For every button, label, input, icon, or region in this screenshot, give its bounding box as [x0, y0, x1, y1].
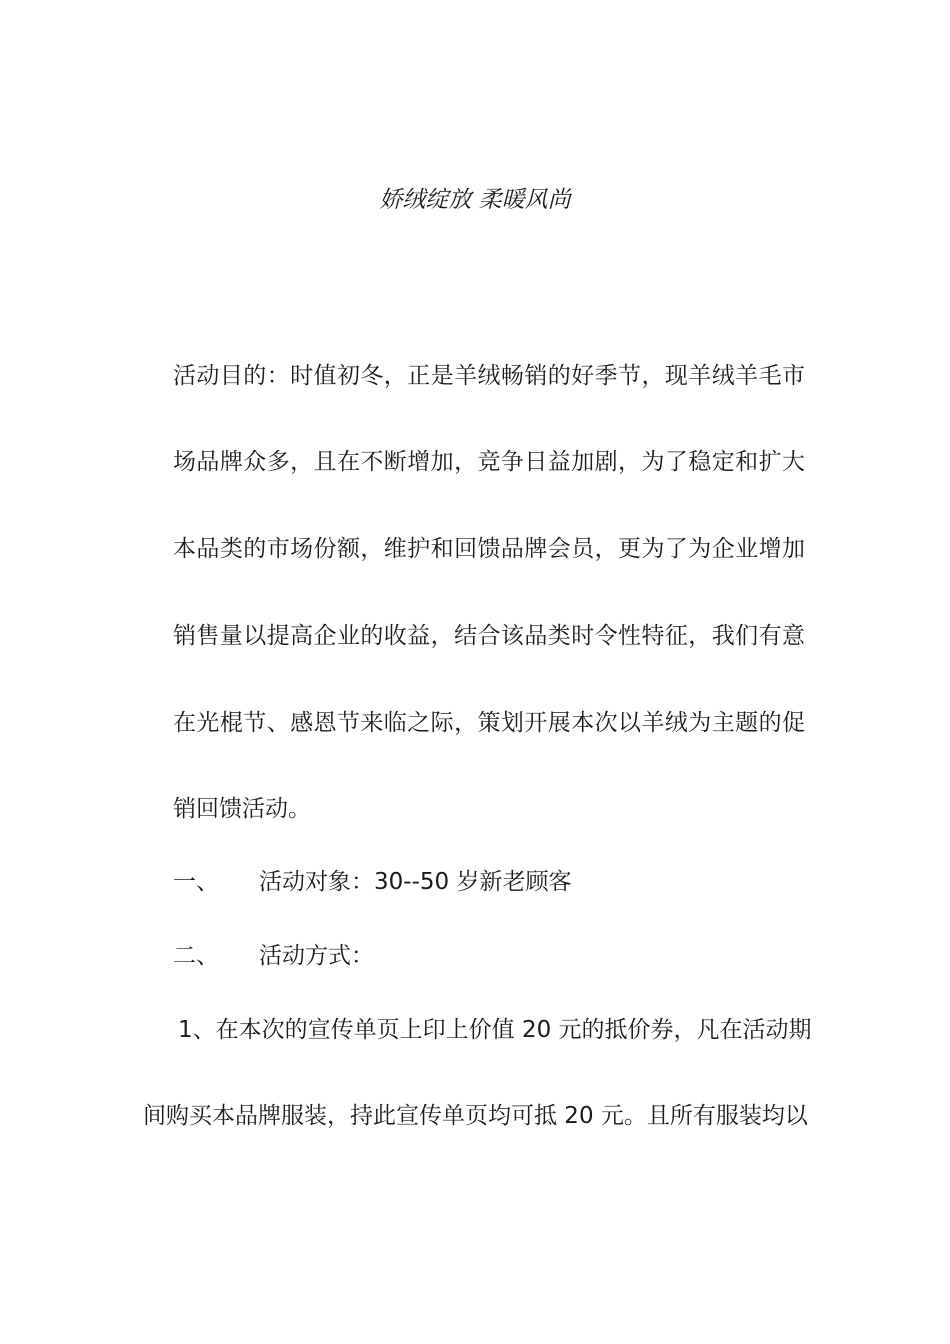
- section-1-text: 活动对象：30--50 岁新老顾客: [259, 869, 572, 895]
- purpose-line-3: 本品类的市场份额，维护和回馈品牌会员，更为了为企业增加: [173, 536, 805, 562]
- section-2-number: 二、: [173, 943, 219, 969]
- item-1-line-2: 间购买本品牌服装，持此宣传单页均可抵 20 元。且所有服装均以: [143, 1103, 808, 1129]
- section-2-text: 活动方式：: [259, 943, 374, 969]
- section-1: [173, 866, 571, 898]
- purpose-line-5: 在光棍节、感恩节来临之际，策划开展本次以羊绒为主题的促: [173, 710, 805, 736]
- purpose-line-4: 销售量以提高企业的收益，结合该品类时令性特征，我们有意: [173, 623, 805, 649]
- purpose-line-1: 活动目的：时值初冬，正是羊绒畅销的好季节，现羊绒羊毛市: [173, 363, 805, 389]
- purpose-line-2: 场品牌众多，且在不断增加，竞争日益加剧，为了稳定和扩大: [173, 449, 805, 475]
- section-2: [173, 940, 374, 972]
- document-title: 娇绒绽放 柔暖风尚: [379, 187, 571, 213]
- item-1-line-1: 1、在本次的宣传单页上印上价值 20 元的抵价券，凡在活动期: [178, 1017, 812, 1043]
- purpose-line-6: 销回馈活动。: [173, 796, 311, 822]
- section-1-number: 一、: [173, 869, 219, 895]
